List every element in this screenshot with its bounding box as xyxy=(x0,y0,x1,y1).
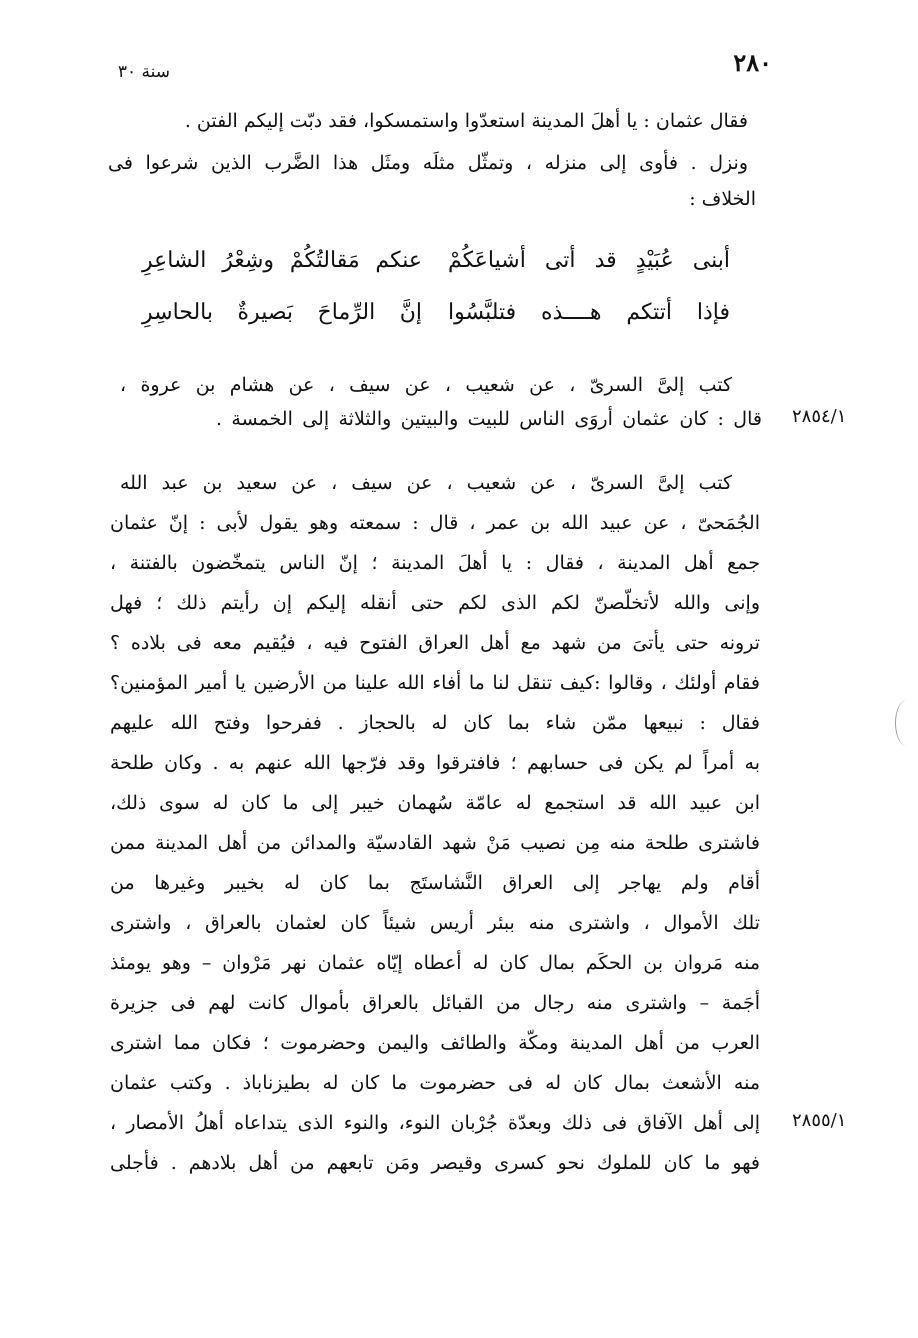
text-line: الخلاف : xyxy=(689,188,756,210)
text-line: جمع أهل المدينة ، فقال : يا أهلَ المدينة ؛ إنّ الناس يتمخّضون بالفتنة ، xyxy=(110,552,760,574)
text-line: وإنى والله لأتخلّصنّ لكم الذى لكم حتى أنقله إليكم إن رأيتم ذلك ؛ فهل xyxy=(110,592,760,614)
text-line: الجُمَحىّ ، عن عبيد الله بن عمر ، قال : سمعته وهو يقول لأبى : إنّ عثمان xyxy=(110,512,760,534)
poem-verse-2-second-half: إنَّ الرِّماحَ بَصيرةٌ بالحاسِرِ xyxy=(142,300,422,325)
poem-verse-1-first-half: أبنى عُبَيْدٍ قد أتى أشياعَكُمْ xyxy=(448,248,730,273)
text-line: كتب إلىَّ السرىّ ، عن شعيب ، عن سيف ، عن سعيد بن عبد الله xyxy=(120,472,732,494)
poem-verse-1-second-half: عنكم مَقالتُكُمْ وشِعْرُ الشاعِرِ xyxy=(142,248,422,273)
running-header-year: سنة ٣٠ xyxy=(117,62,170,82)
poem-verse-2-first-half: فإذا أتتكم هــــذه فتلبَّسُوا xyxy=(448,300,730,325)
text-line: فقال : نبيعها ممّن شاء بما كان له بالحجاز . ففرحوا وفتح الله عليهم xyxy=(110,712,760,734)
page-number: ٢٨٠ xyxy=(733,48,772,77)
text-line: أقام ولم يهاجر إلى العراق النَّشاستَج بما كان له بخيبر وغيرها من xyxy=(110,872,760,894)
text-line: ونزل . فأوى إلى منزله ، وتمثّل مثلَه ومثَل هذا الضَّرب الذين شرعوا فى xyxy=(108,152,748,174)
text-line: تلك الأموال ، واشترى منه ببئر أريس شيئاً كان لعثمان بالعراق ، واشترى xyxy=(110,912,760,934)
text-line: إلى أهل الآفاق فى ذلك وبعدّة جُرْبان النوء، والنوء الذى يتداعاه أهلُ الأمصار ، xyxy=(110,1112,760,1134)
margin-pencil-mark xyxy=(895,700,918,746)
text-line: فقام أولئك ، وقالوا :كيف تنقل لنا ما أفاء الله علينا من الأرضين يا أمير المؤمنين؟ xyxy=(110,672,760,694)
text-line: أجَمة – واشترى منه رجال من القبائل بالعراق بأموال كانت لهم فى جزيرة xyxy=(110,992,760,1014)
text-line: به أمراً لم يكن فى حسابهم ؛ فافترقوا وقد فرّجها الله عنهم به . وكان طلحة xyxy=(110,752,760,774)
text-line: فقال عثمان : يا أهلَ المدينة استعدّوا واستمسكوا، فقد دبّت إليكم الفتن . xyxy=(184,110,748,132)
text-line: العرب من أهل المدينة ومكّة والطائف واليمن وحضرموت ؛ فكان مما اشترى xyxy=(110,1032,760,1054)
margin-reference-2854: ٢٨٥٤/١ xyxy=(792,406,847,427)
text-line: ترونه حتى يأتىَ من شهد مع أهل العراق الفتوح فيه ، فيُقيم معه فى بلاده ؟ xyxy=(110,632,760,654)
text-line: قال : كان عثمان أروَى الناس للبيت والبيتين والثلاثة إلى الخمسة . xyxy=(216,408,762,430)
text-line: كتب إلىَّ السرىّ ، عن شعيب ، عن سيف ، عن هشام بن عروة ، xyxy=(120,374,732,396)
text-line: فاشترى طلحة منه مِن نصيب مَنْ شهد القادسيّة والمدائن من أهل المدينة ممن xyxy=(110,832,760,854)
margin-reference-2855: ٢٨٥٥/١ xyxy=(792,1110,847,1131)
text-line: منه مَروان بن الحكَم بمال كان له أعطاه إيّاه عثمان نهر مَرْوان – وهو يومئذ xyxy=(110,952,760,974)
text-line: ابن عبيد الله قد استجمع له عامّة سُهمان خيبر إلى ما كان له سوى ذلك، xyxy=(110,792,760,814)
text-line: منه الأشعث بمال كان له فى حضرموت ما كان له بطيزناباذ . وكتب عثمان xyxy=(110,1072,760,1094)
text-line: فهو ما كان للملوك نحو كسرى وقيصر ومَن تابعهم من أهل بلادهم . فأجلى xyxy=(110,1152,760,1174)
